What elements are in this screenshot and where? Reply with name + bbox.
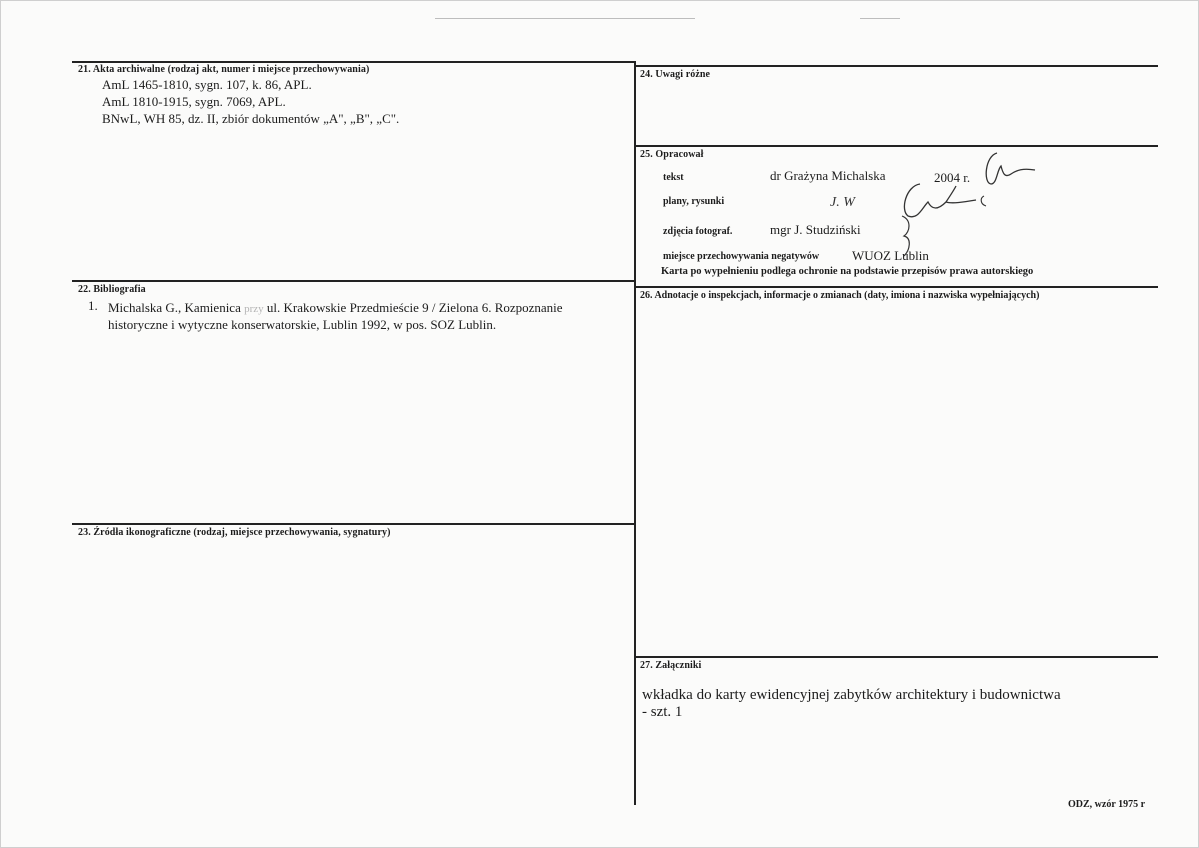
line-top-right xyxy=(635,65,1158,67)
plany-value: J. W xyxy=(830,195,855,210)
archive-line: AmL 1465-1810, sygn. 107, k. 86, APL. xyxy=(102,77,312,92)
section-25-label: 25. Opracował xyxy=(640,149,704,160)
year-value: 2004 r. xyxy=(934,170,971,185)
bibliography-entry-line1 xyxy=(108,300,563,317)
section-23-label: 23. Źródła ikonograficzne (rodzaj, miejsce przechowywania, sygnatury) xyxy=(78,527,391,538)
negatywy-label: miejsce przechowywania negatywów xyxy=(663,251,820,262)
tekst-value: dr Grażyna Michalska xyxy=(770,168,886,183)
line-25-26 xyxy=(635,286,1158,288)
archive-line: AmL 1810-1915, sygn. 7069, APL. xyxy=(102,94,286,109)
line-24-25 xyxy=(635,145,1158,147)
zdjecia-value: mgr J. Studziński xyxy=(770,222,861,237)
zdjecia-label: zdjęcia fotograf. xyxy=(663,226,733,237)
plany-label: plany, rysunki xyxy=(663,196,725,207)
section-27-label: 27. Załączniki xyxy=(640,660,702,671)
signature-icon xyxy=(888,180,998,260)
negatywy-value: WUOZ Lublin xyxy=(852,248,929,263)
bibliography-title: ul. Krakowskie Przedmieście 9 / Zielona 6. Rozpoznanie xyxy=(266,300,563,315)
top-faint-line xyxy=(860,18,900,19)
bibliography-faint-word: przy xyxy=(244,303,264,315)
top-faint-line xyxy=(435,18,695,19)
attachment-line1: wkładka do karty ewidencyjnej zabytków architektury i budownictwa xyxy=(642,687,1061,703)
bibliography-author: Michalska G., Kamienica xyxy=(108,300,241,315)
section-24-label: 24. Uwagi różne xyxy=(640,69,711,80)
section-26-label: 26. Adnotacje o inspekcjach, informacje o zmianach (daty, imiona i nazwiska wypełniających) xyxy=(640,290,1040,301)
section-22-label: 22. Bibliografia xyxy=(78,284,146,295)
attachment-line2: - szt. 1 xyxy=(642,704,683,720)
bibliography-entry-line2: historyczne i wytyczne konserwatorskie, Lublin 1992, w pos. SOZ Lublin. xyxy=(108,317,497,332)
vertical-divider xyxy=(634,61,636,805)
line-26-27 xyxy=(635,656,1158,658)
archive-line: BNwL, WH 85, dz. II, zbiór dokumentów „A", „B", „C". xyxy=(102,111,400,126)
bibliography-number: 1. xyxy=(88,298,98,313)
line-22-23 xyxy=(72,523,635,525)
line-top-left xyxy=(72,61,635,63)
form-footer: ODZ, wzór 1975 r xyxy=(1068,799,1146,810)
copyright-note: Karta po wypełnieniu podlega ochronie na podstawie przepisów prawa autorskiego xyxy=(661,266,1034,277)
tekst-label: tekst xyxy=(663,172,684,183)
section-21-label: 21. Akta archiwalne (rodzaj akt, numer i miejsce przechowywania) xyxy=(78,64,370,75)
line-21-22 xyxy=(72,280,635,282)
